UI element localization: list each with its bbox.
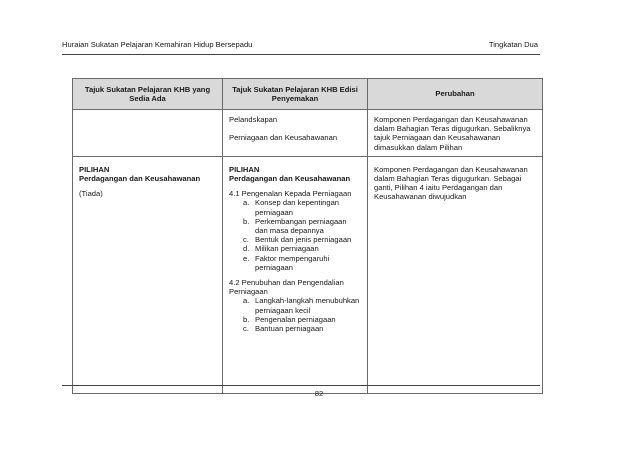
list-item bbox=[243, 217, 361, 235]
list-marker: a. bbox=[243, 296, 250, 306]
list-item bbox=[243, 244, 361, 253]
list-marker: a. bbox=[243, 198, 250, 208]
list-item bbox=[243, 315, 361, 324]
list-item bbox=[243, 324, 361, 333]
elective-heading: PILIHAN bbox=[229, 164, 260, 174]
table-cell-change-note: Komponen Perdagangan dan Keusahawanan dalam Bahagian Teras digugurkan. Sebaliknya tajuk Perniagaan dan Keusahawanan dimasukkan dalam Pilihan bbox=[368, 110, 543, 157]
list-item-text: Langkah-langkah menubuhkan perniagaan kecil bbox=[255, 296, 360, 315]
header-form-level: Tingkatan Dua bbox=[488, 40, 538, 49]
list-item-text: Bantuan perniagaan bbox=[255, 324, 324, 334]
list-marker: e. bbox=[243, 253, 250, 263]
list-item-text: Konsep dan kepentingan perniagaan bbox=[255, 198, 340, 217]
list-marker: b. bbox=[243, 314, 250, 324]
list-marker: b. bbox=[243, 216, 250, 226]
none-note: (Tiada) bbox=[79, 189, 103, 199]
list-item-text: Pengenalan perniagaan bbox=[255, 314, 336, 324]
elective-heading: PILIHAN bbox=[79, 164, 110, 174]
header-rule bbox=[62, 54, 540, 55]
table-row bbox=[73, 110, 543, 157]
table-row bbox=[73, 156, 543, 393]
list-item-text: Bentuk dan jenis perniagaan bbox=[255, 235, 352, 245]
list-item bbox=[243, 198, 361, 216]
list-marker: c. bbox=[243, 235, 249, 245]
header-document-title: Huraian Sukatan Pelajaran Kemahiran Hidup Bersepadu bbox=[62, 40, 253, 49]
column-header-existing-title: Tajuk Sukatan Pelajaran KHB yang Sedia Ada bbox=[73, 79, 223, 110]
list-marker: d. bbox=[243, 244, 250, 254]
list-marker: c. bbox=[243, 324, 249, 334]
table-cell-change-note: Komponen Perdagangan dan Keusahawanan dalam Bahagian Teras digugurkan. Sebagai ganti, Pilihan 4 iaitu Perdagangan dan Keusahawanan diwujudkan bbox=[368, 156, 543, 393]
comparison-table bbox=[72, 78, 543, 394]
column-header-revised-title: Tajuk Sukatan Pelajaran KHB Edisi Penyemakan bbox=[223, 79, 368, 110]
table-cell-existing-empty bbox=[73, 110, 223, 157]
list-item bbox=[243, 296, 361, 314]
list-item-text: Perkembangan perniagaan dan masa depannya bbox=[255, 216, 347, 236]
section-heading-4-1: 4.1 Pengenalan Kepada Perniagaan bbox=[229, 189, 352, 199]
table-header-row bbox=[73, 79, 543, 110]
page-header bbox=[62, 40, 540, 52]
elective-subject: Perdagangan dan Keusahawanan bbox=[79, 174, 201, 184]
list-item-text: Milikan perniagaan bbox=[255, 244, 319, 254]
footer-rule bbox=[62, 385, 540, 386]
section-4-1-list bbox=[229, 198, 361, 272]
table-cell-revised-core bbox=[223, 110, 368, 157]
table-cell-existing-elective bbox=[73, 156, 223, 393]
list-item bbox=[243, 235, 361, 244]
column-header-changes: Perubahan bbox=[368, 79, 543, 110]
section-4-2-list bbox=[229, 296, 361, 333]
section-heading-4-2: 4.2 Penubuhan dan Pengendalian Perniagaan bbox=[229, 278, 344, 297]
list-item bbox=[243, 254, 361, 272]
list-item-text: Faktor mempengaruhi perniagaan bbox=[255, 253, 330, 272]
topic-landscaping: Pelandskapan bbox=[229, 115, 278, 124]
page-number: 82 bbox=[314, 389, 324, 398]
elective-subject: Perdagangan dan Keusahawanan bbox=[229, 174, 351, 184]
topic-business-entrepreneurship: Perniagaan dan Keusahawanan bbox=[229, 133, 338, 143]
table-cell-revised-elective bbox=[223, 156, 368, 393]
